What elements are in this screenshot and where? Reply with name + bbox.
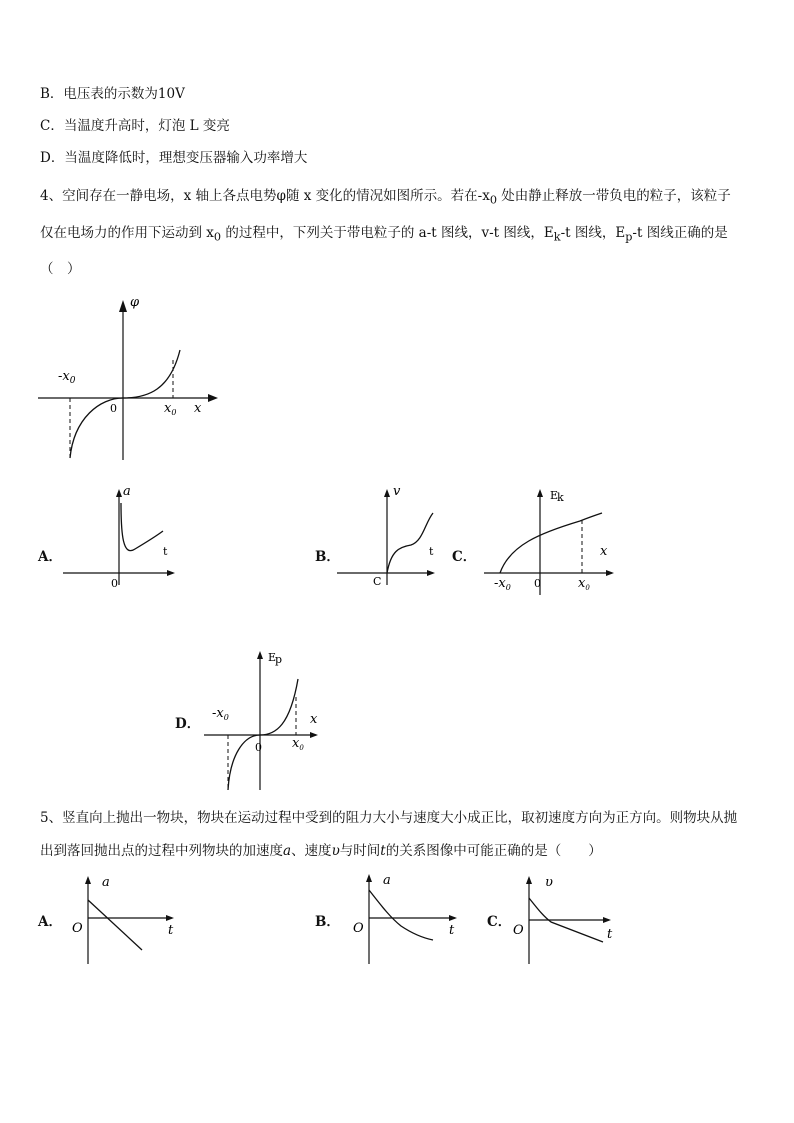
svg-text:t: t bbox=[429, 545, 434, 558]
svg-text:x: x bbox=[600, 544, 608, 559]
q4-option-a-label[interactable]: A． bbox=[38, 549, 62, 565]
q5-option-b-label[interactable]: B． bbox=[315, 914, 340, 930]
q4-origin: 0 bbox=[110, 402, 117, 415]
svg-text:C: C bbox=[373, 575, 382, 588]
q4-answer-bracket: （ ） bbox=[40, 261, 81, 278]
q4-option-b-graph[interactable] bbox=[333, 485, 443, 595]
q4-neg-x0: $-x_0$ bbox=[58, 369, 76, 386]
svg-text:a: a bbox=[383, 873, 391, 888]
svg-text:v: v bbox=[393, 484, 401, 499]
svg-text:x0: $x_0$ bbox=[292, 736, 304, 752]
svg-text:x: x bbox=[310, 712, 318, 727]
svg-text:t: t bbox=[607, 927, 613, 942]
q5-option-b-graph[interactable] bbox=[345, 868, 470, 968]
q5-option-c-label[interactable]: C． bbox=[487, 914, 512, 930]
option-c-prev: C．当温度升高时，灯泡 L 变亮 bbox=[40, 118, 230, 134]
q5-option-a-graph[interactable] bbox=[62, 872, 187, 967]
q4-option-c-graph[interactable] bbox=[480, 485, 625, 595]
q4-potential-graph bbox=[30, 290, 230, 470]
q4-x-label: x bbox=[194, 401, 202, 416]
svg-text:E: E bbox=[550, 489, 559, 502]
q4-y-label: φ bbox=[130, 295, 140, 310]
svg-text:0: 0 bbox=[534, 577, 541, 590]
svg-text:O: O bbox=[72, 921, 83, 936]
svg-text:t: t bbox=[449, 923, 455, 938]
svg-text:p: p bbox=[275, 653, 283, 666]
q4-line-1: 4、空间存在一静电场，x 轴上各点电势φ随 x 变化的情况如图所示。若在$-x_0$ 处由静止释放一带负电的粒子，该粒子 bbox=[40, 188, 731, 207]
svg-text:t: t bbox=[163, 545, 168, 558]
q4-option-d-label[interactable]: D． bbox=[175, 716, 201, 732]
q5-option-c-graph[interactable] bbox=[505, 872, 625, 972]
q5-line-2: 出到落回抛出点的过程中列物块的加速度a、速度υ与时间t的关系图像中可能正确的是（ ） bbox=[40, 843, 602, 859]
question-5 bbox=[40, 802, 760, 868]
svg-text:O: O bbox=[353, 921, 364, 936]
q5-option-a-label[interactable]: A． bbox=[38, 914, 62, 930]
svg-text:-x0: $-x_0$ bbox=[212, 706, 229, 722]
svg-text:O: O bbox=[513, 923, 524, 938]
svg-text:t: t bbox=[168, 923, 174, 938]
q5-line-1: 5、竖直向上抛出一物块，物块在运动过程中受到的阻力大小与速度大小成正比，取初速度方向为正方向。则物块从抛 bbox=[40, 810, 738, 826]
svg-text:k: k bbox=[557, 491, 564, 504]
q4-line-2: 仅在电场力的作用下运动到 $x_0$ 的过程中，下列关于带电粒子的 a-t 图线，v-t 图线，$E_k-t$ 图线，$E_p-t$ 图线正确的是 bbox=[40, 224, 728, 244]
svg-text:υ: υ bbox=[545, 875, 553, 890]
option-d-prev: D．当温度降低时，理想变压器输入功率增大 bbox=[40, 150, 308, 166]
svg-text:0: 0 bbox=[255, 741, 262, 754]
svg-text:x0: $x_0$ bbox=[578, 576, 590, 592]
svg-text:a: a bbox=[123, 484, 131, 499]
q4-option-a-graph[interactable] bbox=[55, 485, 185, 595]
svg-text:a: a bbox=[102, 875, 110, 890]
q4-option-c-label[interactable]: C． bbox=[452, 549, 477, 565]
q4-option-d-graph[interactable] bbox=[200, 645, 330, 795]
svg-text:-x0: $-x_0$ bbox=[494, 576, 511, 592]
svg-text:E: E bbox=[268, 651, 277, 664]
q4-option-b-label[interactable]: B． bbox=[315, 549, 340, 565]
q4-x0: $x_0$ bbox=[164, 401, 177, 417]
option-b-prev: B．电压表的示数为10V bbox=[40, 86, 185, 102]
svg-text:0: 0 bbox=[111, 577, 118, 590]
question-4 bbox=[40, 180, 760, 286]
